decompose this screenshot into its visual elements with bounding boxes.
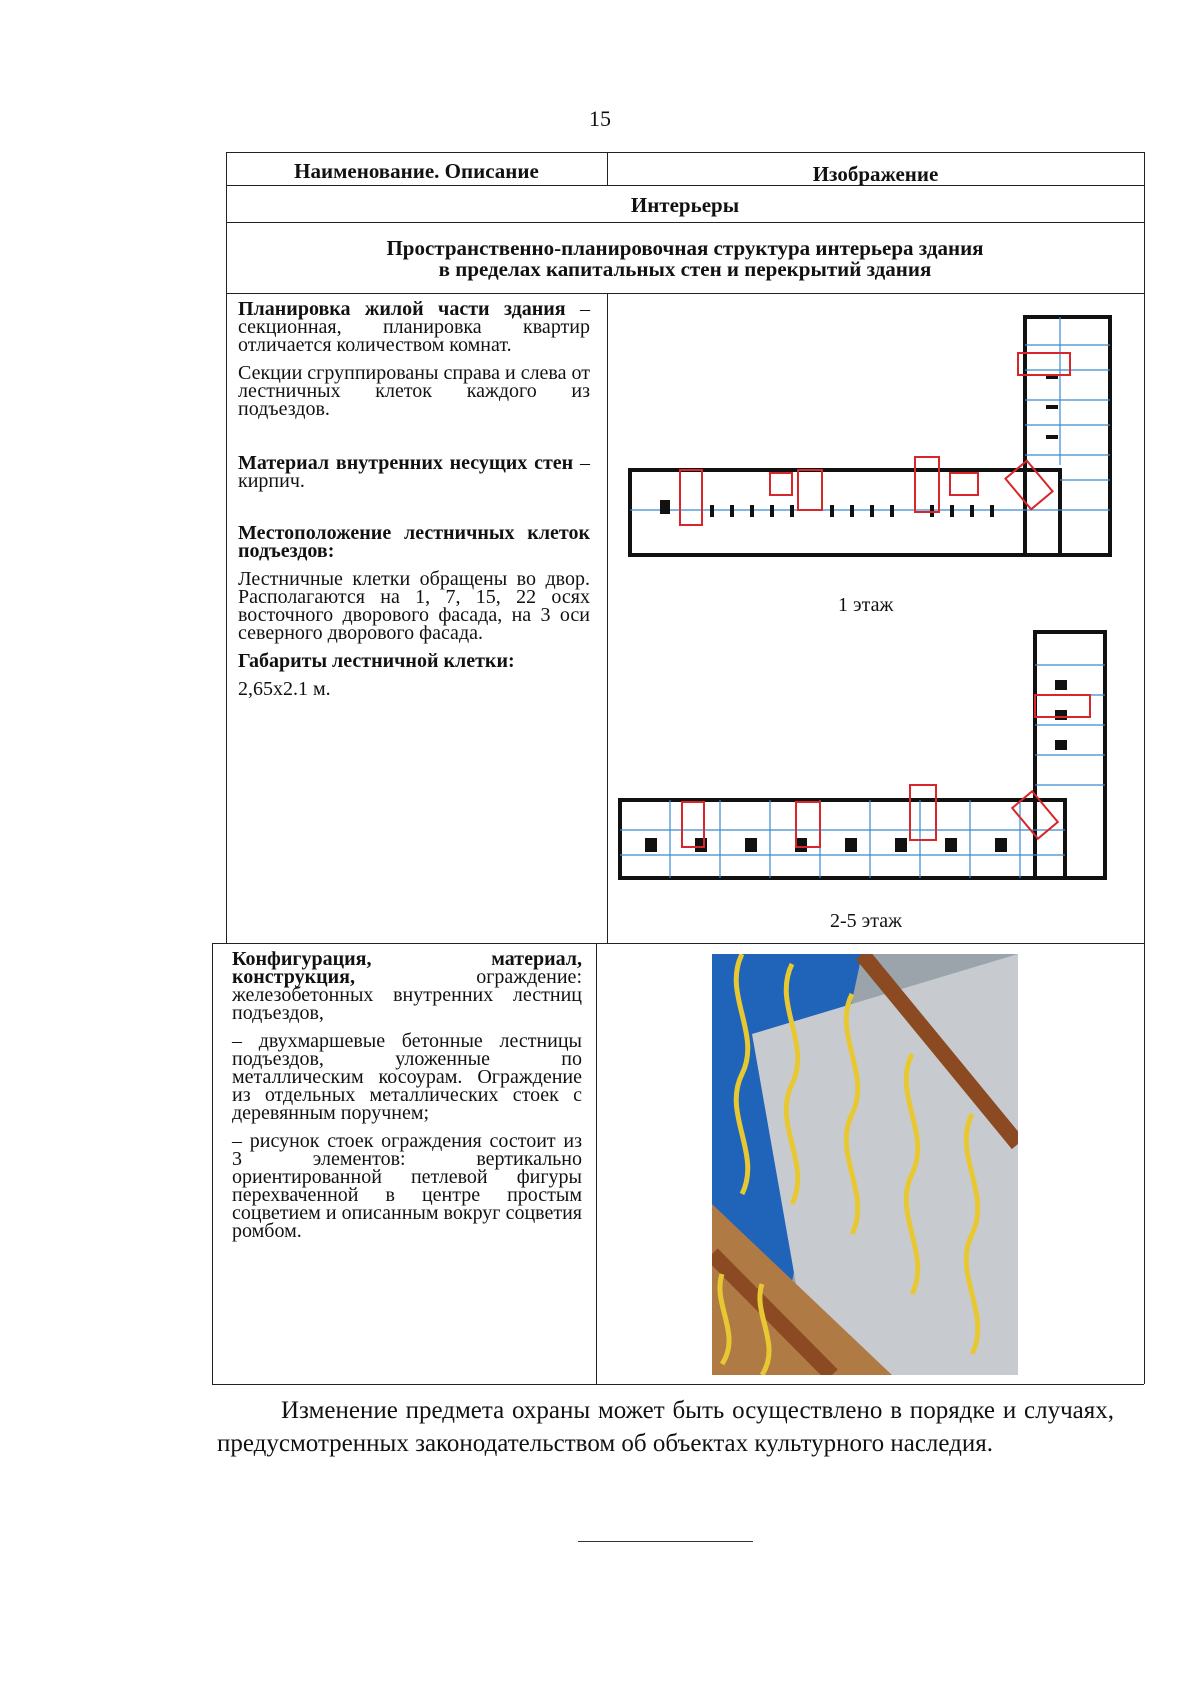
layout-heading: Планировка жилой части здания [238,298,566,320]
subsection-title-line-2: в пределах капитальных стен и перекрытий здания [438,257,932,281]
subsection-title [226,238,1144,280]
floor-1-caption: 1 этаж [838,594,894,616]
stair-heading-text: ограждение: железобетонных внутренних лестниц подъездов, [232,966,582,1024]
staircase-location-text: Лестничные клетки обращены во двор. Располагаются на 1, 7, 15, 22 осях восточного дворового фасада, на 3 оси северного дворового фасада. [238,568,590,644]
end-rule [578,1541,753,1542]
stair-description [232,950,582,1250]
staircase-size-text: 2,65x2.1 м. [238,678,331,700]
floor-plan-1 [620,305,1135,575]
floor-2-5-caption: 2-5 этаж [830,910,902,932]
staircase-size-heading: Габариты лестничной клетки: [238,650,515,672]
layout-description [238,300,590,708]
staircase-location-heading: Местоположение лестничных клеток подъездов: [238,522,590,562]
header-image: Изображение [812,162,939,186]
footer-paragraph: Изменение предмета охраны может быть осуществлено в порядке и случаях, предусмотренных законодательством об объектах культурного наследия. [217,1397,1114,1457]
sections-text: Секции сгруппированы справа и слева от лестничных клеток каждого из подъездов. [238,362,590,420]
staircase-photo [712,954,1018,1375]
floor-plan-2 [610,620,1135,900]
wall-material-text: – кирпич. [238,452,590,492]
page-number: 15 [589,106,611,131]
subsection-title-line-1: Пространственно-планировочная структура интерьера здания [386,236,984,260]
layout-text: – секционная, планировка квартир отличается количеством комнат. [238,298,591,356]
wall-material-heading: Материал внутренних несущих стен [238,452,574,474]
stair-heading: Конфигурация, материал, конструкция, [232,948,582,988]
header-name-description: Наименование. Описание [294,159,539,183]
section-title: Интерьеры [630,193,740,217]
railing-pattern-text: – рисунок стоек ограждения состоит из 3 элементов: вертикально ориентированной петлевой фигуры перехваченной в центре простым соцветием и описанным вокруг соцветия ромбом. [232,1130,582,1242]
stair-construction-text: – двухмаршевые бетонные лестницы подъездов, уложенные по металлическим косоурам. Ограждение из отдельных металлических стоек с деревянным поручнем; [232,1030,582,1124]
